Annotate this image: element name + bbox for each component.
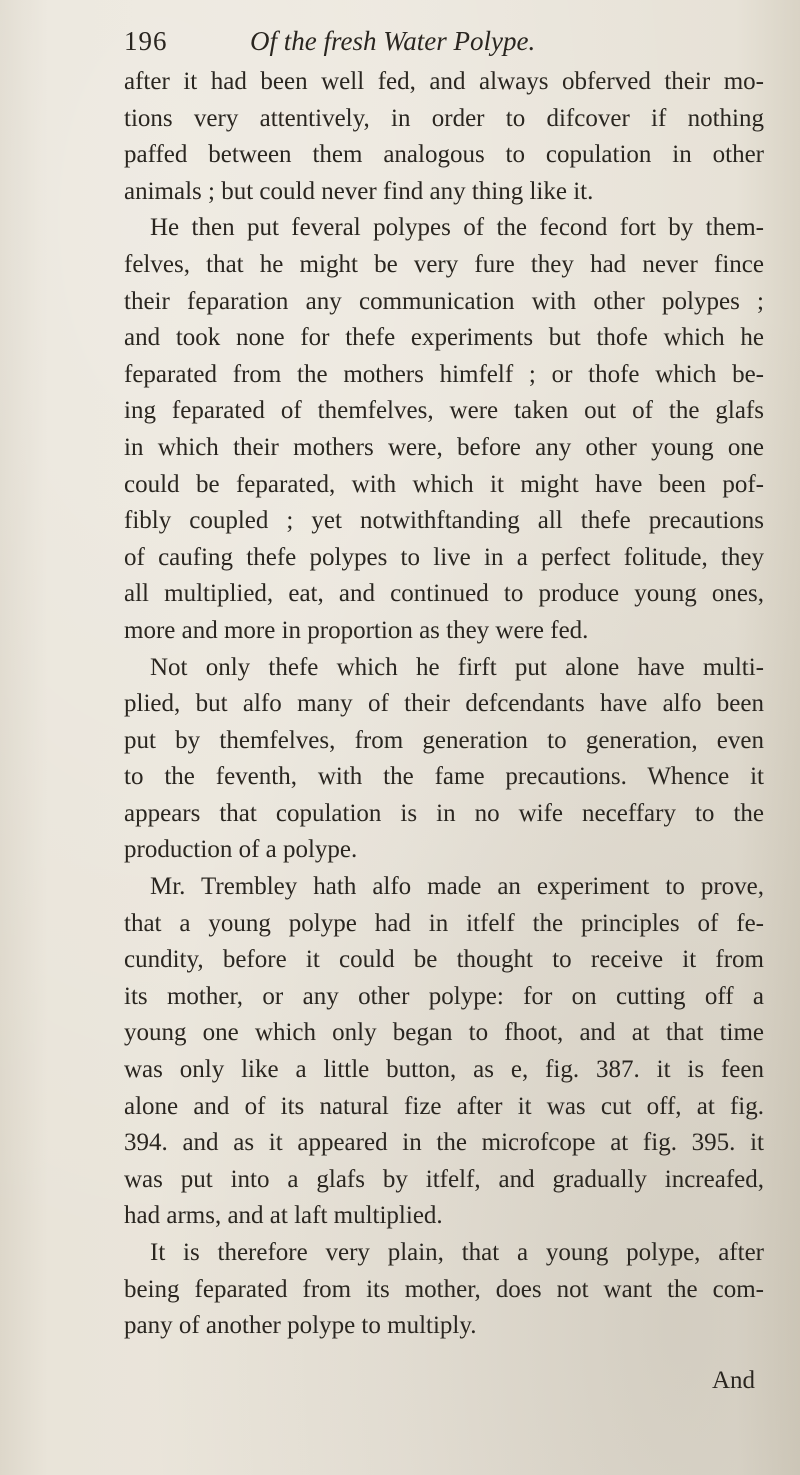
paragraph-start-line: Mr. Trembley hath alfo made an experiment to prove, bbox=[150, 873, 764, 901]
text-line: of caufing thefe polypes to live in a perfect folitude, they bbox=[124, 543, 764, 571]
text-line: was put into a glafs by itfelf, and gradually increafed, bbox=[124, 1165, 764, 1193]
text-line: was only like a little button, as e, fig. 387. it is feen bbox=[124, 1056, 764, 1084]
catchword: And bbox=[712, 1367, 756, 1394]
paragraph-start-line: He then put feveral polypes of the fecond fort by them- bbox=[150, 214, 764, 242]
text-line: tions very attentively, in order to difcover if nothing bbox=[124, 104, 764, 132]
text-line: its mother, or any other polype: for on cutting off a bbox=[124, 982, 764, 1010]
text-line: had arms, and at laft multiplied. bbox=[124, 1202, 443, 1230]
text-line: fibly coupled ; yet notwithftanding all thefe precautions bbox=[124, 507, 764, 535]
body-text bbox=[124, 64, 764, 1345]
text-line: pany of another polype to multiply. bbox=[124, 1312, 477, 1340]
text-line: that a young polype had in itfelf the principles of fe- bbox=[124, 909, 764, 937]
running-title: Of the fresh Water Polype. bbox=[250, 26, 536, 56]
text-line: and took none for thefe experiments but thofe which he bbox=[124, 324, 764, 352]
text-line: paffed between them analogous to copulation in other bbox=[124, 141, 764, 169]
text-line: in which their mothers were, before any other young one bbox=[124, 433, 764, 461]
text-line: their feparation any communication with other polypes ; bbox=[124, 287, 764, 315]
text-line: appears that copulation is in no wife neceffary to the bbox=[124, 799, 764, 827]
text-line: plied, but alfo many of their defcendants have alfo been bbox=[124, 690, 764, 718]
page-header bbox=[124, 24, 744, 58]
text-line: more and more in proportion as they were fed. bbox=[124, 616, 589, 644]
text-line: 394. and as it appeared in the microfcope at fig. 395. it bbox=[124, 1129, 764, 1157]
text-line: after it had been well fed, and always obferved their mo- bbox=[124, 68, 764, 95]
page-number: 196 bbox=[124, 26, 168, 56]
text-line: all multiplied, eat, and continued to produce young ones, bbox=[124, 580, 764, 608]
text-line: put by themfelves, from generation to generation, even bbox=[124, 726, 764, 754]
text-line: young one which only began to fhoot, and at that time bbox=[124, 1019, 764, 1047]
paragraph-start-line: It is therefore very plain, that a young polype, after bbox=[150, 1239, 764, 1266]
text-line: could be feparated, with which it might have been pof- bbox=[124, 470, 764, 498]
text-line: cundity, before it could be thought to receive it from bbox=[124, 946, 764, 974]
text-line: felves, that he might be very fure they had never fince bbox=[124, 250, 764, 278]
paragraph-start-line: Not only thefe which he firft put alone have multi- bbox=[150, 653, 764, 681]
text-line: feparated from the mothers himfelf ; or thofe which be- bbox=[124, 360, 764, 388]
text-line: to the feventh, with the fame precautions. Whence it bbox=[124, 763, 764, 791]
text-line: animals ; but could never find any thing like it. bbox=[124, 177, 594, 205]
text-line: alone and of its natural fize after it was cut off, at fig. bbox=[124, 1092, 764, 1120]
text-line: being feparated from its mother, does not want the com- bbox=[124, 1275, 764, 1303]
text-line: production of a polype. bbox=[124, 836, 358, 864]
text-line: ing feparated of themfelves, were taken out of the glafs bbox=[124, 397, 764, 425]
